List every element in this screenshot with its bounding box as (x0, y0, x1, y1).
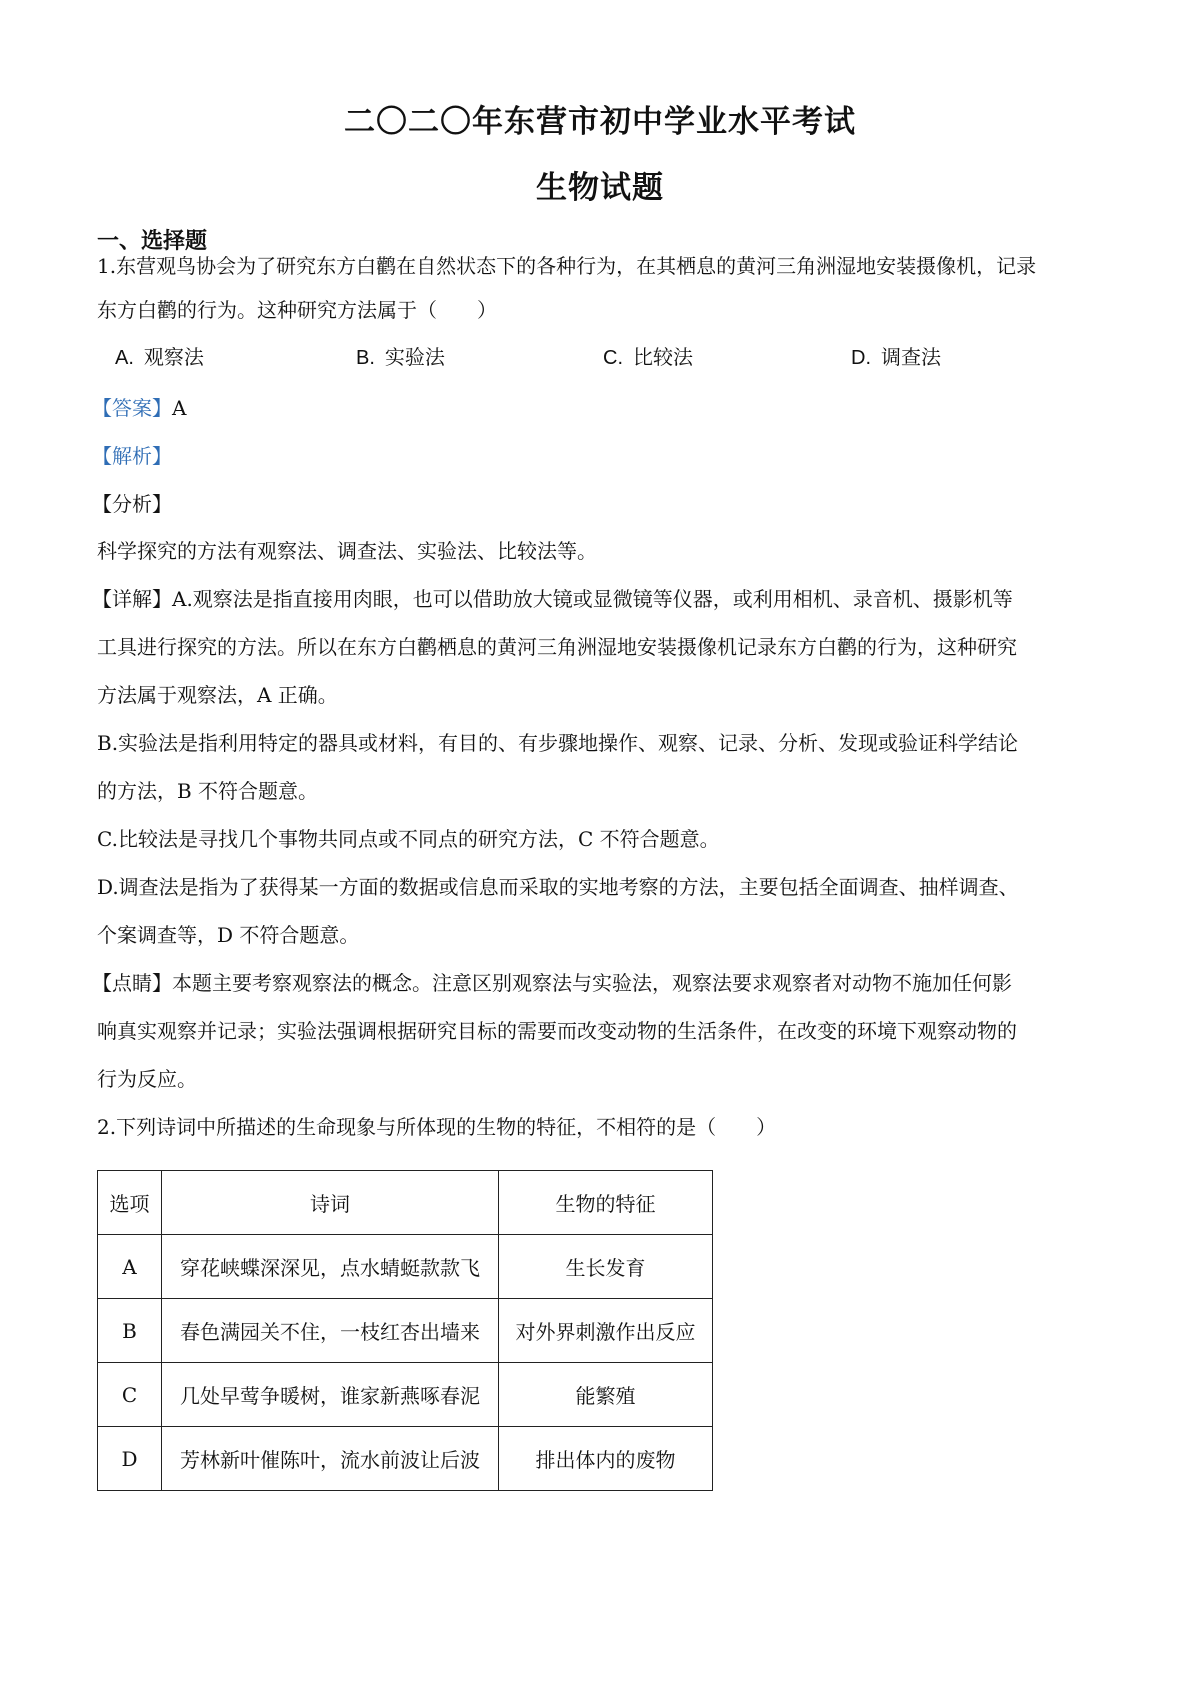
option-b-letter: B. (356, 347, 375, 369)
fenxi-label: 【分析】 (92, 492, 172, 516)
table-header-row (98, 1171, 713, 1235)
answer-label: 【答案】 (92, 396, 172, 420)
option-b-text: 实验法 (384, 345, 445, 369)
option-d (851, 341, 941, 370)
detail-line-5: 的方法，B 不符合题意。 (97, 779, 319, 803)
option-d-text: 调查法 (881, 345, 941, 369)
analysis-label: 【解析】 (92, 444, 172, 468)
question-2-table (97, 1170, 713, 1491)
option-c-letter: C. (603, 347, 623, 369)
option-c-text: 比较法 (633, 345, 693, 369)
table-header-cell: 选项 (98, 1171, 162, 1235)
fenxi-text: 科学探究的方法有观察法、调查法、实验法、比较法等。 (97, 539, 597, 563)
question-2-stem: 2.下列诗词中所描述的生命现象与所体现的生物的特征，不相符的是（ ） (97, 1115, 777, 1139)
table-cell: 生长发育 (499, 1235, 713, 1299)
option-b (356, 341, 445, 370)
table-cell: D (98, 1427, 162, 1491)
table-cell: 穿花峡蝶深深见，点水蜻蜓款款飞 (162, 1235, 499, 1299)
option-a-text: 观察法 (143, 345, 204, 369)
table-cell: 排出体内的废物 (499, 1427, 713, 1491)
detail-line-10: 响真实观察并记录；实验法强调根据研究目标的需要而改变动物的生活条件，在改变的环境下观察动物的 (97, 1019, 1017, 1043)
detail-line-2: 工具进行探究的方法。所以在东方白鹳栖息的黄河三角洲湿地安装摄像机记录东方白鹳的行为，这种研究 (97, 635, 1017, 659)
exam-subtitle: 生物试题 (536, 170, 664, 206)
answer-line (92, 384, 1102, 432)
table-row (98, 1235, 713, 1299)
table-row (98, 1363, 713, 1427)
table-cell: A (98, 1235, 162, 1299)
detail-line-6: C.比较法是寻找几个事物共同点或不同点的研究方法，C 不符合题意。 (97, 827, 720, 851)
option-a-letter: A. (115, 347, 134, 369)
table-cell: C (98, 1363, 162, 1427)
table-cell: 春色满园关不住，一枝红杏出墙来 (162, 1299, 499, 1363)
table-cell: 能繁殖 (499, 1363, 713, 1427)
detail-line-3: 方法属于观察法，A 正确。 (97, 683, 338, 707)
table-cell: 对外界刺激作出反应 (499, 1299, 713, 1363)
table-row (98, 1427, 713, 1491)
option-c (603, 341, 693, 370)
table-cell: 芳林新叶催陈叶，流水前波让后波 (162, 1427, 499, 1491)
detail-line-4: B.实验法是指利用特定的器具或材料，有目的、有步骤地操作、观察、记录、分析、发现或验证科学结论 (97, 731, 1019, 755)
question-1-line-2: 东方白鹳的行为。这种研究方法属于（ ） (97, 298, 497, 322)
table-cell: B (98, 1299, 162, 1363)
answer-value: A (172, 396, 187, 420)
detail-line-1: 【详解】A.观察法是指直接用肉眼，也可以借助放大镜或显微镜等仪器，或利用相机、录音机、摄影机等 (92, 587, 1013, 611)
option-a (115, 341, 204, 370)
detail-line-7: D.调查法是指为了获得某一方面的数据或信息而采取的实地考察的方法，主要包括全面调查、抽样调查、 (97, 875, 1019, 899)
question-1-line-1: 1.东营观鸟协会为了研究东方白鹳在自然状态下的各种行为，在其栖息的黄河三角洲湿地安装摄像机，记录 (97, 254, 1037, 278)
exam-title: 二〇二〇年东营市初中学业水平考试 (344, 104, 856, 140)
table-cell: 几处早莺争暖树，谁家新燕啄春泥 (162, 1363, 499, 1427)
detail-line-9: 【点睛】本题主要考察观察法的概念。注意区别观察法与实验法，观察法要求观察者对动物不施加任何影 (92, 971, 1012, 995)
table-header-cell: 生物的特征 (499, 1171, 713, 1235)
option-d-letter: D. (851, 347, 871, 369)
analysis-line (92, 432, 1102, 480)
detail-line-11: 行为反应。 (97, 1067, 197, 1091)
section-heading: 一、选择题 (97, 228, 208, 254)
table-header-cell: 诗词 (162, 1171, 499, 1235)
detail-line-8: 个案调查等，D 不符合题意。 (97, 923, 360, 947)
table-row (98, 1299, 713, 1363)
